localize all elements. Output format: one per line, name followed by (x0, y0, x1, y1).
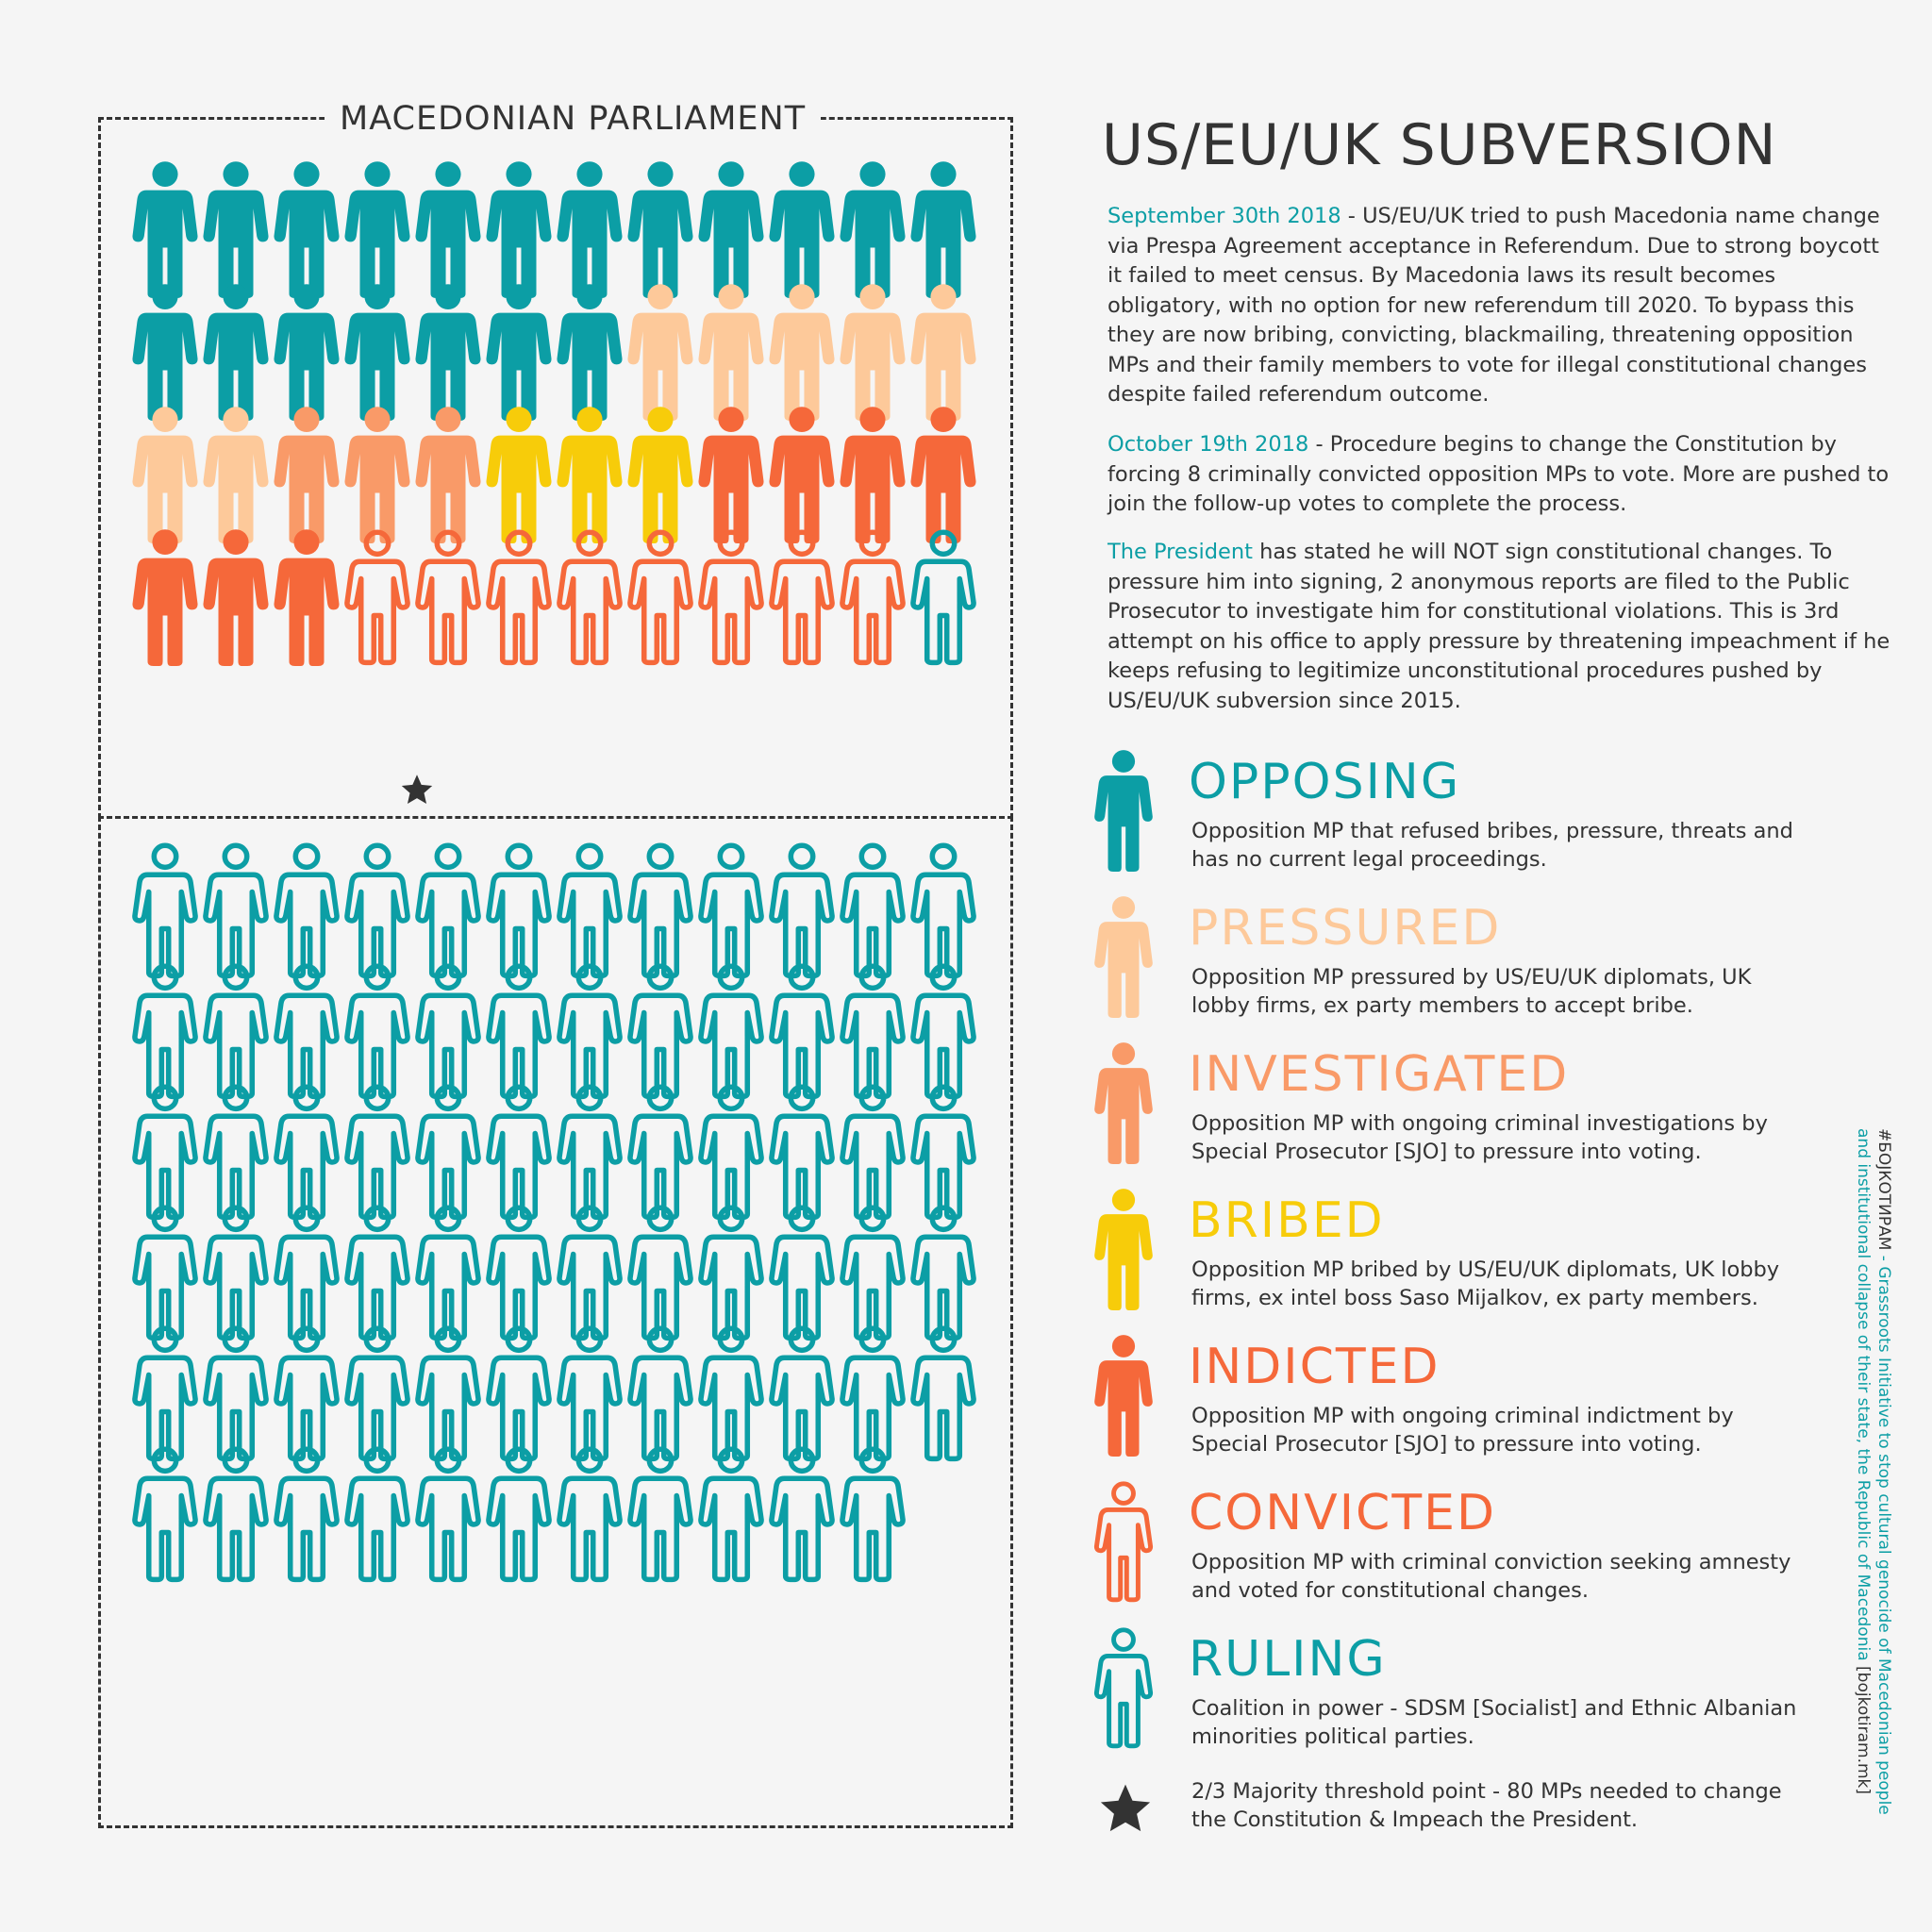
paragraph-subject: The President (1108, 540, 1253, 564)
mp-seat-opposing (838, 160, 908, 298)
mp-seat-ruling (838, 1083, 908, 1221)
mp-seat-ruling (908, 528, 978, 666)
mp-seat-convicted (342, 528, 412, 666)
mp-seat-ruling (838, 841, 908, 979)
mp-seat-opposing (272, 283, 341, 421)
ruling-person-icon (1092, 1626, 1155, 1749)
mp-seat-ruling (555, 962, 625, 1100)
side-note-text-line2: and institutional collapse of their state, the Republic of Macedonia (1854, 1128, 1873, 1667)
mp-seat-investigated (342, 406, 412, 543)
mp-seat-ruling (130, 841, 200, 979)
mp-seat-ruling (484, 1204, 554, 1341)
mp-seat-pressured (908, 283, 978, 421)
mp-seat-ruling (555, 841, 625, 979)
mp-seat-convicted (767, 528, 837, 666)
mp-seat-ruling (625, 1445, 695, 1583)
mp-seat-ruling (342, 1324, 412, 1462)
mp-seat-ruling (342, 1083, 412, 1221)
mp-seat-ruling (272, 1083, 341, 1221)
mp-seat-ruling (413, 1324, 483, 1462)
mp-seat-ruling (625, 1324, 695, 1462)
mp-seat-ruling (838, 1324, 908, 1462)
mp-seat-ruling (272, 1204, 341, 1341)
legend-title-opposing: OPPOSING (1189, 754, 1461, 810)
mp-seat-ruling (838, 1204, 908, 1341)
mp-seat-ruling (272, 841, 341, 979)
paragraph-text: - Procedure begins to change the Constitution by forcing 8 criminally convicted opposition MPs to vote. More are pushed to join the follow-up votes to complete the process. (1108, 432, 1890, 516)
mp-seat-ruling (272, 1324, 341, 1462)
mp-seat-ruling (908, 1204, 978, 1341)
mp-seat-opposing (342, 160, 412, 298)
mp-seat-pressured (696, 283, 766, 421)
legend-title-convicted: CONVICTED (1189, 1485, 1497, 1541)
side-note-hashtag: #БОЈКОТИРАМ (1874, 1128, 1893, 1251)
legend-title-bribed: BRIBED (1189, 1192, 1385, 1249)
mp-seat-ruling (696, 1204, 766, 1341)
mp-seat-convicted (484, 528, 554, 666)
mp-seat-ruling (555, 1324, 625, 1462)
mp-seat-bribed (555, 406, 625, 543)
mp-seat-opposing (555, 160, 625, 298)
mp-seat-opposing (484, 160, 554, 298)
side-note-site: [bojkotiram.mk] (1854, 1666, 1873, 1795)
mp-seat-ruling (625, 841, 695, 979)
legend-desc-indicted: Opposition MP with ongoing criminal indictment by Special Prosecutor [SJO] to pressure into voting. (1191, 1404, 1734, 1457)
mp-seat-opposing (625, 160, 695, 298)
mp-seat-ruling (484, 1083, 554, 1221)
paragraph-president (1108, 538, 1890, 716)
mp-seat-indicted (767, 406, 837, 543)
mp-seat-ruling (201, 1324, 271, 1462)
mp-seat-ruling (342, 841, 412, 979)
mp-seat-ruling (272, 962, 341, 1100)
mp-seat-ruling (838, 1445, 908, 1583)
mp-seat-opposing (413, 160, 483, 298)
mp-seat-ruling (767, 1204, 837, 1341)
mp-seat-opposing (201, 283, 271, 421)
legend-title-ruling: RULING (1189, 1631, 1387, 1688)
mp-seat-ruling (767, 962, 837, 1100)
mp-seat-ruling (625, 1204, 695, 1341)
mp-seat-ruling (201, 1445, 271, 1583)
mp-seat-ruling (555, 1445, 625, 1583)
indicted-person-icon (1092, 1334, 1155, 1457)
mp-seat-ruling (342, 1445, 412, 1583)
legend-desc-investigated: Opposition MP with ongoing criminal investigations by Special Prosecutor [SJO] to pressure into voting. (1191, 1111, 1768, 1164)
mp-seat-ruling (130, 1324, 200, 1462)
mp-seat-convicted (838, 528, 908, 666)
pressured-person-icon (1092, 895, 1155, 1018)
mp-seat-ruling (908, 1083, 978, 1221)
star-icon (1097, 1781, 1154, 1836)
mp-seat-indicted (908, 406, 978, 543)
mp-seat-ruling (908, 841, 978, 979)
mp-seat-ruling (201, 1204, 271, 1341)
legend-desc-opposing: Opposition MP that refused bribes, pressure, threats and has no current legal proceedings. (1191, 819, 1793, 872)
mp-seat-ruling (696, 1445, 766, 1583)
mp-seat-opposing (555, 283, 625, 421)
mp-seat-opposing (342, 283, 412, 421)
paragraph-text: has stated he will NOT sign constitutional changes. To pressure him into signing, 2 anonymous reports are filed to the Public Prosecutor to investigate him for constitutional violations. This is 3rd attempt on his office to apply pressure by threatening impeachment if he keeps refusing to legitimize unconstitutional procedures pushed by US/EU/UK subversion since 2015. (1108, 540, 1890, 713)
side-note-text: - Grassroots Initiative to stop cultural genocide of Macedonian people (1874, 1250, 1893, 1815)
mp-seat-pressured (130, 406, 200, 543)
mp-seat-ruling (696, 1083, 766, 1221)
paragraph-referendum (1108, 202, 1890, 410)
mp-seat-ruling (484, 962, 554, 1100)
mp-seat-opposing (130, 283, 200, 421)
mp-seat-pressured (201, 406, 271, 543)
mp-seat-ruling (555, 1204, 625, 1341)
legend-desc-bribed: Opposition MP bribed by US/EU/UK diplomats, UK lobby firms, ex intel boss Saso Mijalkov, ex party members. (1191, 1257, 1780, 1310)
legend-title-pressured: PRESSURED (1189, 900, 1502, 957)
parliament-title: MACEDONIAN PARLIAMENT (325, 98, 821, 140)
mp-seat-opposing (696, 160, 766, 298)
mp-seat-opposing (272, 160, 341, 298)
mp-seat-indicted (130, 528, 200, 666)
mp-seat-convicted (413, 528, 483, 666)
mp-seat-convicted (555, 528, 625, 666)
mp-seat-ruling (625, 1083, 695, 1221)
mp-seat-ruling (767, 841, 837, 979)
mp-seat-ruling (908, 1324, 978, 1462)
paragraph-procedure (1108, 430, 1890, 520)
mp-seat-ruling (625, 962, 695, 1100)
mp-seat-bribed (484, 406, 554, 543)
bribed-person-icon (1092, 1188, 1155, 1310)
legend-title-indicted: INDICTED (1189, 1339, 1441, 1395)
mp-seat-indicted (838, 406, 908, 543)
paragraph-date: October 19th 2018 (1108, 432, 1309, 457)
mp-seat-investigated (413, 406, 483, 543)
mp-seat-ruling (272, 1445, 341, 1583)
mp-seat-pressured (625, 283, 695, 421)
mp-seat-opposing (484, 283, 554, 421)
mp-seat-ruling (767, 1083, 837, 1221)
mp-seat-pressured (767, 283, 837, 421)
mp-seat-opposing (201, 160, 271, 298)
mp-seat-ruling (130, 1083, 200, 1221)
mp-seat-ruling (838, 962, 908, 1100)
mp-seat-indicted (696, 406, 766, 543)
mp-seat-bribed (625, 406, 695, 543)
mp-seat-opposing (130, 160, 200, 298)
mp-seat-ruling (201, 962, 271, 1100)
mp-seat-ruling (696, 1324, 766, 1462)
mp-seat-ruling (696, 841, 766, 979)
legend-desc-pressured: Opposition MP pressured by US/EU/UK diplomats, UK lobby firms, ex party members to accept bribe. (1191, 965, 1752, 1018)
mp-seat-ruling (484, 841, 554, 979)
mp-seat-investigated (272, 406, 341, 543)
mp-seat-ruling (555, 1083, 625, 1221)
threshold-description: 2/3 Majority threshold point - 80 MPs needed to change the Constitution & Impeach the President. (1191, 1779, 1782, 1832)
investigated-person-icon (1092, 1041, 1155, 1164)
mp-seat-ruling (201, 841, 271, 979)
mp-seat-ruling (413, 1083, 483, 1221)
mp-seat-indicted (272, 528, 341, 666)
mp-seat-ruling (484, 1324, 554, 1462)
mp-seat-convicted (696, 528, 766, 666)
mp-seat-ruling (413, 1204, 483, 1341)
mp-seat-ruling (201, 1083, 271, 1221)
mp-seat-convicted (625, 528, 695, 666)
mp-seat-ruling (696, 962, 766, 1100)
mp-seat-ruling (130, 1445, 200, 1583)
mp-seat-opposing (908, 160, 978, 298)
legend-desc-convicted: Opposition MP with criminal conviction seeking amnesty and voted for constitutional changes. (1191, 1550, 1791, 1603)
mp-seat-ruling (413, 841, 483, 979)
paragraph-text: - US/EU/UK tried to push Macedonia name change via Prespa Agreement acceptance in Referendum. Due to strong boycott it failed to meet census. By Macedonia laws its result becomes obligatory, with no option for new referendum till 2020. To bypass this they are now bribing, convicting, blackmailing, threatening opposition MPs and their family members to vote for illegal constitutional changes despite failed referendum outcome. (1108, 204, 1880, 407)
mp-seat-indicted (201, 528, 271, 666)
legend-title-investigated: INVESTIGATED (1189, 1046, 1570, 1103)
mp-seat-ruling (130, 962, 200, 1100)
mp-seat-ruling (767, 1445, 837, 1583)
mp-seat-opposing (767, 160, 837, 298)
paragraph-date: September 30th 2018 (1108, 204, 1341, 228)
mp-seat-ruling (130, 1204, 200, 1341)
legend-desc-ruling: Coalition in power - SDSM [Socialist] and Ethnic Albanian minorities political parties. (1191, 1696, 1797, 1749)
mp-seat-ruling (413, 1445, 483, 1583)
mp-seat-ruling (413, 962, 483, 1100)
mp-seat-ruling (484, 1445, 554, 1583)
mp-seat-pressured (838, 283, 908, 421)
threshold-star-icon (400, 773, 434, 807)
mp-seat-opposing (413, 283, 483, 421)
mp-seat-ruling (908, 962, 978, 1100)
page-title: US/EU/UK SUBVERSION (1102, 112, 1777, 178)
mp-seat-ruling (342, 1204, 412, 1341)
convicted-person-icon (1092, 1480, 1155, 1603)
mp-seat-ruling (342, 962, 412, 1100)
mp-seat-ruling (767, 1324, 837, 1462)
side-note (1853, 1128, 1894, 1845)
opposing-person-icon (1092, 749, 1155, 872)
